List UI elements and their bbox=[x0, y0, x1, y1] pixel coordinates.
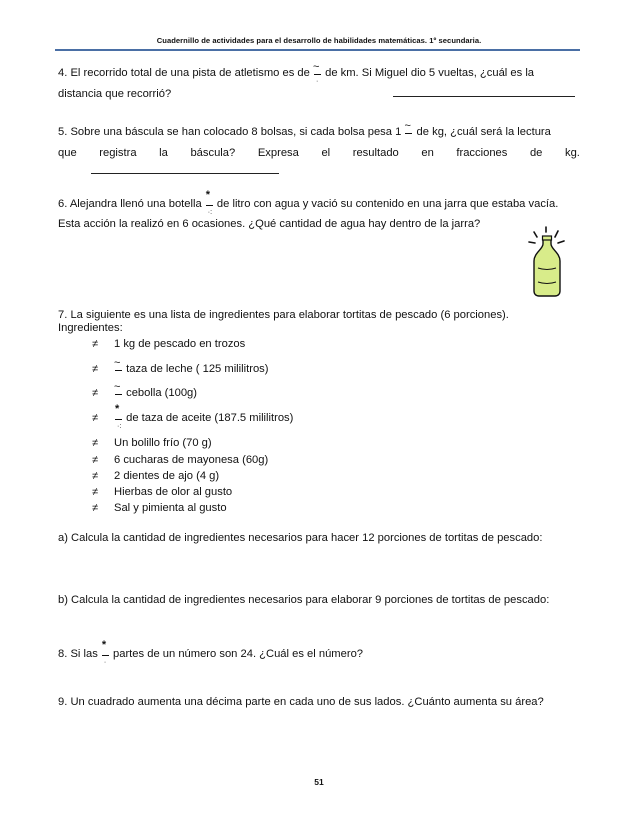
answer-blank-q4[interactable] bbox=[393, 96, 575, 97]
question-9: 9. Un cuadrado aumenta una décima parte en cada uno de sus lados. ¿Cuánto aumenta su área? bbox=[58, 696, 544, 708]
question-5-line-2: que registra la báscula? Expresa el resultado en fracciones de kg. bbox=[58, 147, 580, 159]
bullet-icon: ≠ bbox=[92, 338, 99, 350]
fraction-glyph: $\frac{*}{\cdot:}$ bbox=[115, 403, 122, 430]
ingredient-item: 6 cucharas de mayonesa (60g) bbox=[114, 454, 269, 466]
question-4-line-1: 4. El recorrido total de una pista de atletismo es de $\frac{\sim}{\cdot}$ de km. Si Miguel dio 5 vueltas, ¿cuál es la bbox=[58, 61, 535, 85]
bullet-icon: ≠ bbox=[92, 470, 99, 482]
bullet-icon: ≠ bbox=[92, 387, 99, 399]
ingredient-item: $\frac{*}{\cdot:}$ de taza de aceite (187.5 mililitros) bbox=[115, 403, 294, 430]
ingredient-item: ~ cebolla (100g) bbox=[114, 381, 198, 399]
fraction-glyph: ~ bbox=[114, 357, 121, 369]
fraction-glyph: ~ bbox=[404, 120, 411, 132]
bullet-icon: ≠ bbox=[92, 454, 99, 466]
ingredient-item: 2 dientes de ajo (4 g) bbox=[114, 470, 220, 482]
ingredients-label: Ingredientes: bbox=[58, 322, 123, 334]
bullet-icon: ≠ bbox=[92, 437, 99, 449]
header-rule bbox=[55, 49, 580, 51]
bullet-icon: ≠ bbox=[92, 412, 99, 424]
question-7b: b) Calcula la cantidad de ingredientes necesarios para elaborar 9 porciones de tortitas de pescado: bbox=[58, 594, 550, 606]
question-5-line-1: 5. Sobre una báscula se han colocado 8 bolsas, si cada bolsa pesa 1 ~ de kg, ¿cuál será la lectura bbox=[58, 120, 551, 138]
question-8: 8. Si las $\frac{*}{\cdot}$ partes de un número son 24. ¿Cuál es el número? bbox=[58, 639, 364, 666]
question-7a: a) Calcula la cantidad de ingredientes necesarios para hacer 12 porciones de tortitas de pescado: bbox=[58, 532, 543, 544]
page-number: 51 bbox=[314, 777, 324, 787]
ingredient-item: ~ taza de leche ( 125 mililitros) bbox=[114, 357, 269, 375]
bullet-icon: ≠ bbox=[92, 363, 99, 375]
fraction-glyph: $\frac{\sim}{\cdot}$ bbox=[312, 61, 320, 85]
bullet-icon: ≠ bbox=[92, 486, 99, 498]
fraction-glyph: $\frac{*}{\cdot}$ bbox=[101, 647, 110, 661]
answer-blank-q5[interactable] bbox=[91, 173, 279, 174]
fraction-glyph: ~ bbox=[114, 381, 121, 393]
ingredient-item: Hierbas de olor al gusto bbox=[114, 486, 233, 498]
bullet-icon: ≠ bbox=[92, 502, 99, 514]
ingredient-item: Un bolillo frío (70 g) bbox=[114, 437, 212, 449]
question-6-line-1: 6. Alejandra llenó una botella $\frac{*}{\cdot:}$ de litro con agua y vació su contenido en una jarra que estaba vacía. bbox=[58, 189, 559, 216]
page-header: Cuadernillo de actividades para el desarrollo de habilidades matemáticas. 1º secundaria. bbox=[156, 36, 482, 45]
fraction-glyph: $\frac{*}{\cdot:}$ bbox=[205, 189, 213, 216]
ingredient-item: Sal y pimienta al gusto bbox=[114, 502, 227, 514]
ingredient-item: 1 kg de pescado en trozos bbox=[114, 338, 246, 350]
bottle-icon bbox=[524, 224, 570, 298]
question-7-intro: 7. La siguiente es una lista de ingredientes para elaborar tortitas de pescado (6 porciones). bbox=[58, 309, 509, 321]
question-6-line-2: Esta acción la realizó en 6 ocasiones. ¿Qué cantidad de agua hay dentro de la jarra? bbox=[58, 218, 481, 230]
question-4-line-2: distancia que recorrió? bbox=[58, 88, 172, 100]
